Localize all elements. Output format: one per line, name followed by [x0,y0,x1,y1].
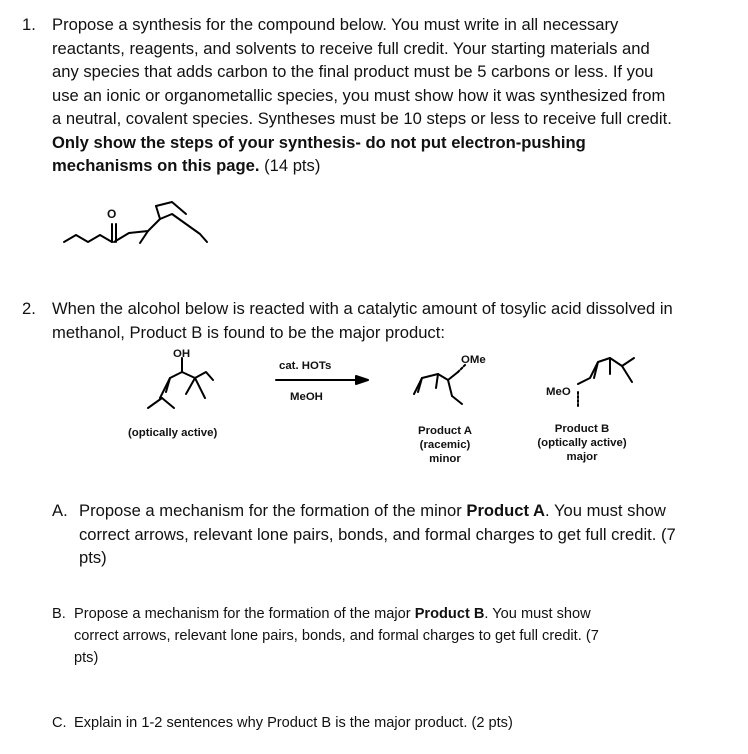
part-c [52,712,732,736]
part-a-line: pts) [79,548,107,567]
question-2-number: 2. [22,299,36,318]
product-b-caption [526,422,638,464]
part-c-text: Explain in 1-2 sentences why Product B is the major product. (2 pts) [74,715,513,731]
part-a-line: correct arrows, relevant lone pairs, bonds, and formal charges to get full credit. (7 [79,524,676,544]
product-b-methoxy-label: MeO [546,386,571,398]
reagent-solvent-label: MeOH [290,391,323,403]
part-a-line: Propose a mechanism for the formation of the minor [79,501,467,520]
question-1-bold-line: mechanisms on this page. [52,156,260,175]
part-c-letter: C. [52,715,67,731]
part-b-letter: B. [52,606,66,622]
carbonyl-oxygen-label: O [107,207,117,221]
part-b-text [74,603,599,669]
product-a-caption [402,424,488,466]
question-1-points: (14 pts) [259,156,321,175]
question-1-bold-line: Only show the steps of your synthesis- do not put electron-pushing [52,132,586,152]
product-b-name: Product B [554,423,610,435]
question-1-line: Propose a synthesis for the compound below. You must write in all necessary [52,15,619,34]
reaction-arrow [276,376,368,384]
part-b [52,603,732,669]
part-a-product-ref: Product A [466,501,546,520]
reagent-catalyst-label: cat. HOTs [279,360,332,372]
product-a-methoxy-label: OMe [461,354,486,366]
reactant-hydroxyl-label: OH [173,348,191,360]
product-a-role: minor [429,453,461,465]
product-b-description: (optically active) [537,437,627,449]
part-b-product-ref: Product B [414,606,485,622]
part-b-line-end: . You must show [484,606,591,622]
question-1-line: reactants, reagents, and solvents to receive full credit. Your starting materials and [52,38,650,58]
product-a-name: Product A [418,425,472,437]
part-b-line: Propose a mechanism for the formation of the major [74,606,415,622]
reactant-alcohol-structure [148,358,213,408]
product-a-description: (racemic) [419,439,471,451]
question-1-line: any species that adds carbon to the final product must be 5 carbons or less. If you [52,62,654,81]
question-2-line: When the alcohol below is reacted with a catalytic amount of tosylic acid dissolved in [52,299,673,318]
part-a [52,499,732,571]
question-2-line: methanol, Product B is found to be the major product: [52,322,445,342]
question-1-line: a neutral, covalent species. Syntheses must be 10 steps or less to receive full credit. [52,109,672,128]
reactant-optical-label: (optically active) [128,427,218,439]
question-1-line: use an ionic or organometallic species, you must show how it was synthesized from [52,85,666,105]
part-b-line: correct arrows, relevant lone pairs, bonds, and formal charges to get full credit. (7 [74,628,599,644]
part-b-line: pts) [74,650,99,666]
question-1-number: 1. [22,15,36,34]
product-b-structure [578,358,634,406]
part-a-letter: A. [52,501,68,520]
product-b-role: major [566,451,598,463]
part-a-text [79,499,676,570]
product-a-structure [414,364,466,404]
part-a-line-end: . You must show [545,501,666,520]
